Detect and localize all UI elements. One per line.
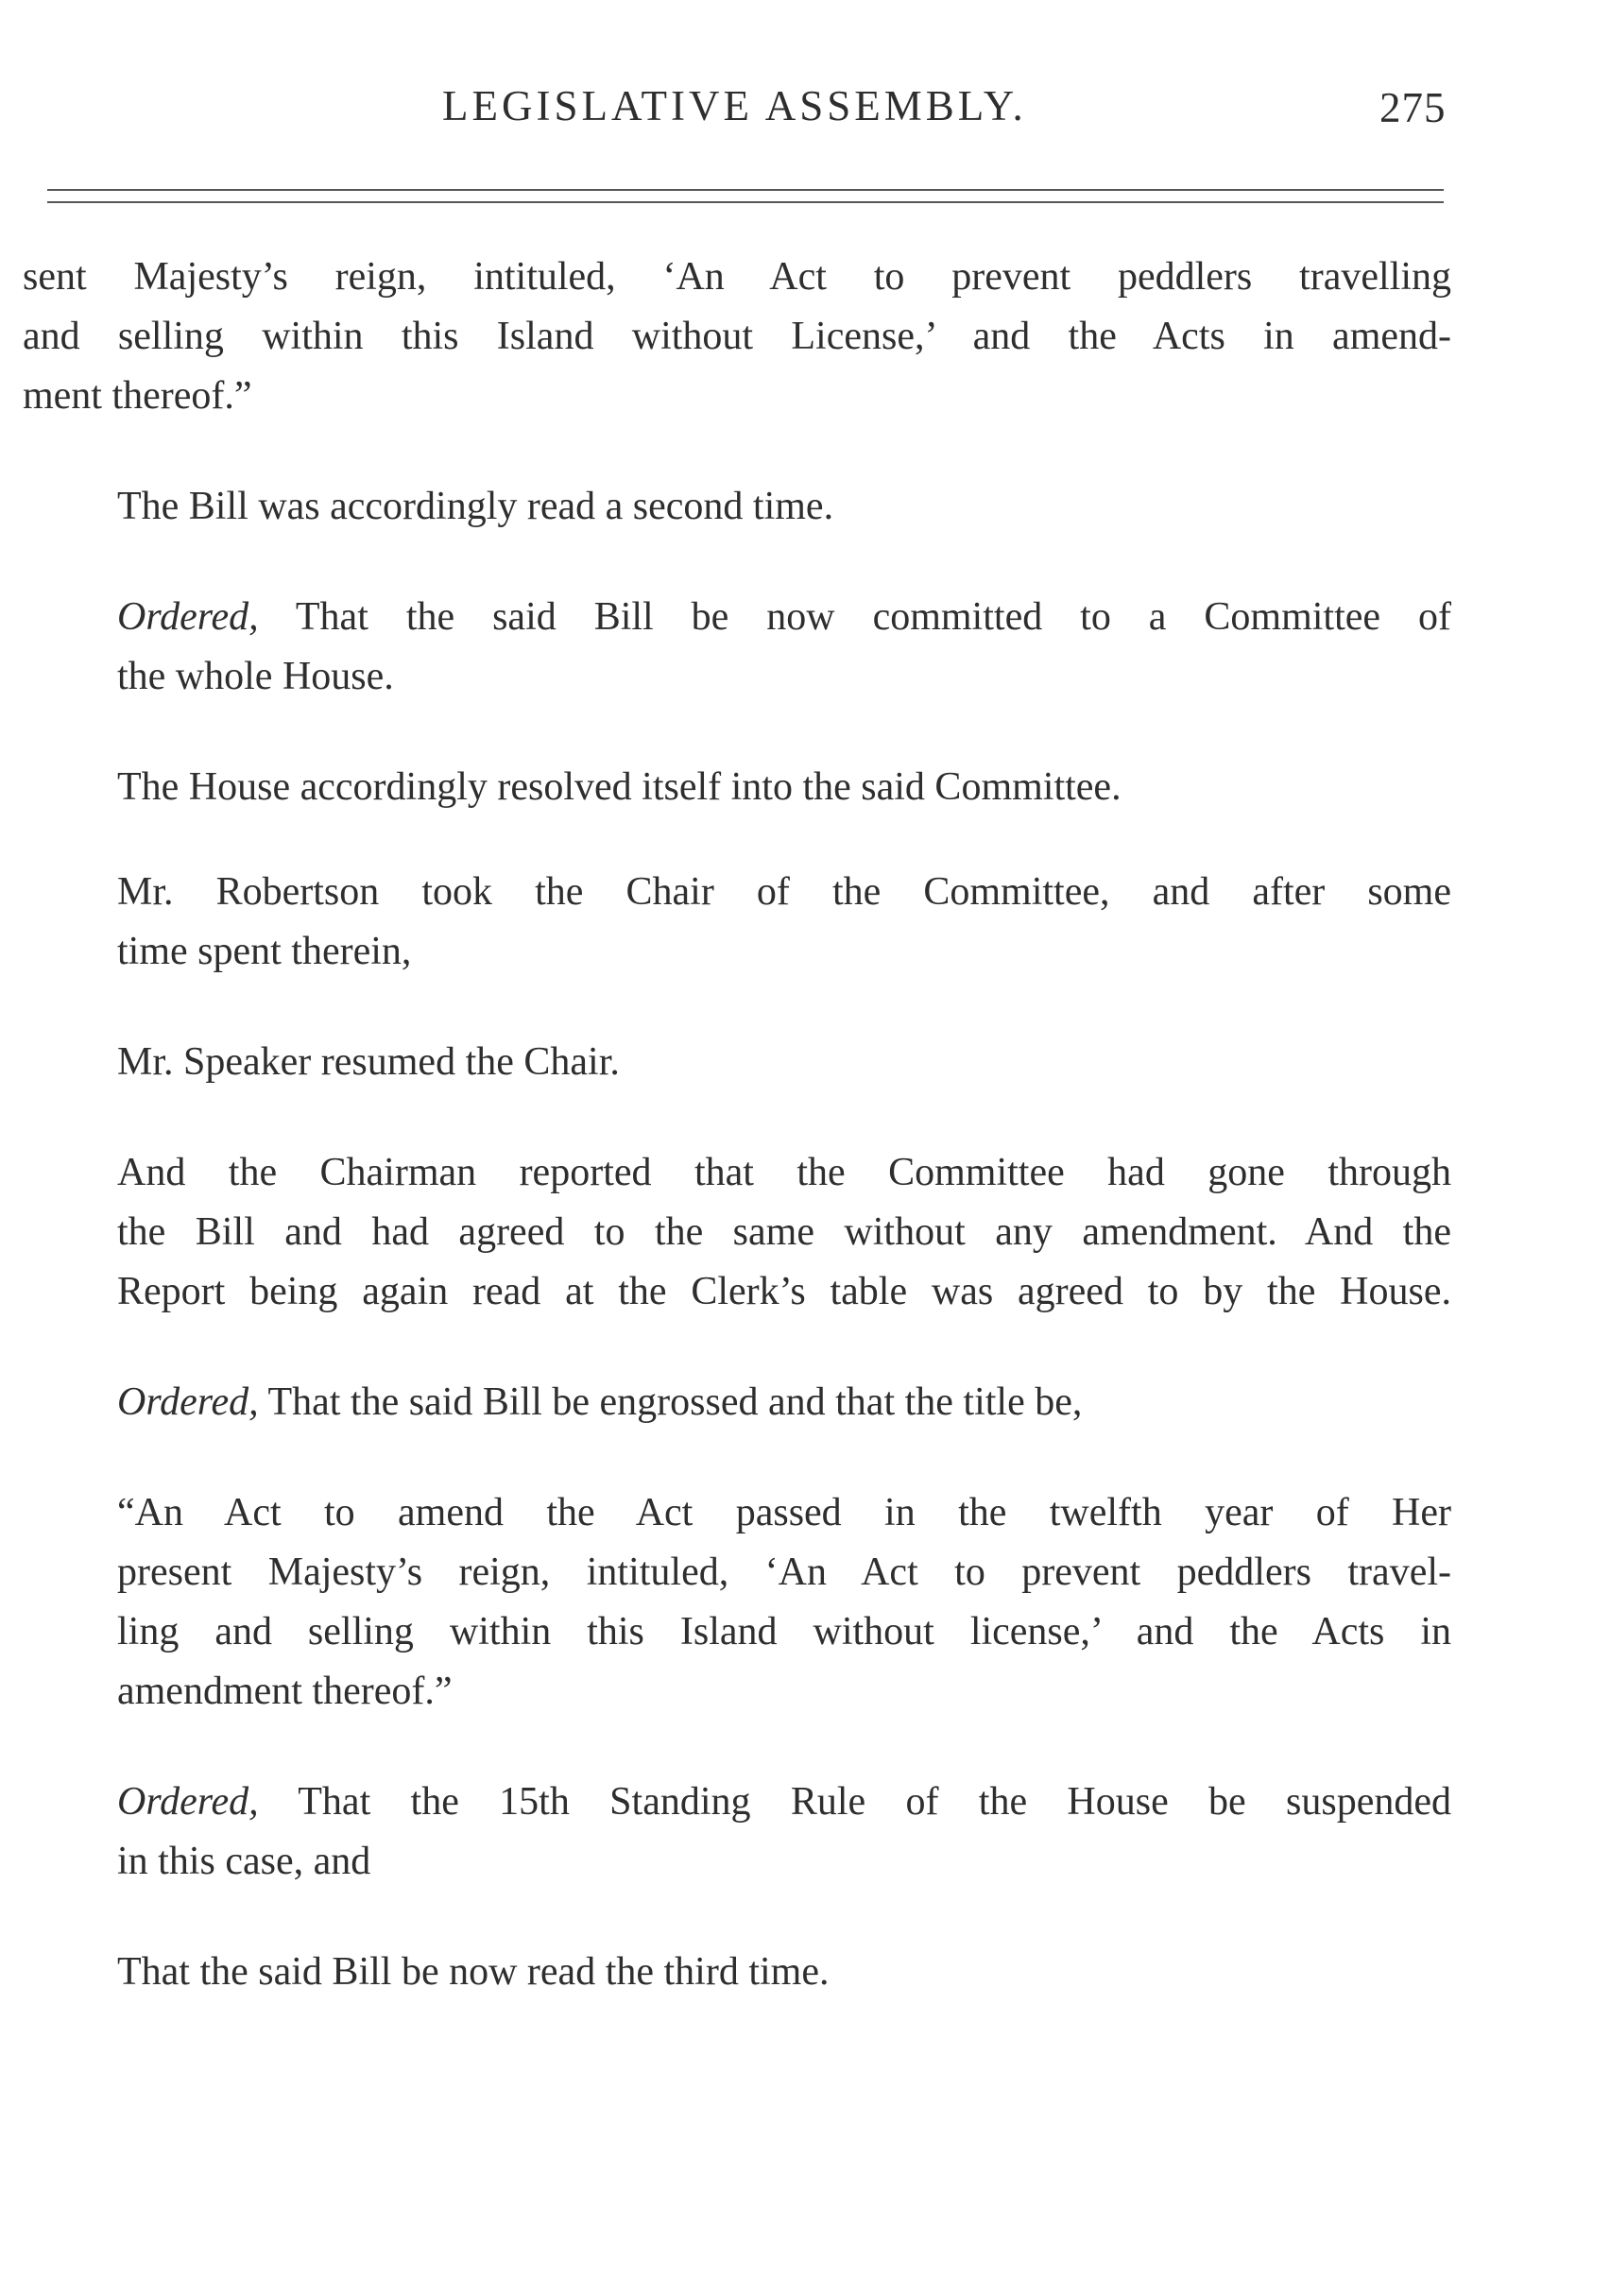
page-number: 275 [1379, 84, 1447, 131]
text-line: The House accordingly resolved itself into the said Committee. [117, 765, 1122, 809]
paragraph-7 [23, 1143, 1451, 1322]
paragraph-3 [23, 588, 1451, 707]
text-line: The Bill was accordingly read a second time. [117, 485, 834, 528]
text-line: amendment thereof.” [117, 1670, 453, 1713]
paragraph-2 [23, 477, 1451, 537]
ordered-lead: Ordered, [117, 1380, 259, 1424]
running-title: LEGISLATIVE ASSEMBLY. [442, 82, 1027, 129]
text-line: Report being again read at the Clerk’s table was agreed to by the House. [117, 1270, 1451, 1313]
text-line [23, 1773, 1451, 1832]
text-line: And the Chairman reported that the Committee had gone through [117, 1151, 1451, 1194]
text-line: That the said Bill be now read the third time. [117, 1950, 830, 1994]
running-head [0, 81, 1610, 138]
paragraph-6 [23, 1033, 1451, 1092]
text-line: and selling within this Island without License,’ and the Acts in amend- [23, 315, 1451, 358]
header-rule-bottom [47, 201, 1444, 203]
text-line: “An Act to amend the Act passed in the twelfth year of Her [117, 1491, 1451, 1534]
text-line: time spent therein, [117, 930, 412, 973]
text-line: sent Majesty’s reign, intituled, ‘An Act to prevent peddlers travelling [23, 255, 1451, 299]
paragraph-11 [23, 1943, 1451, 2002]
paragraph-9 [23, 1483, 1451, 1722]
text-line: present Majesty’s reign, intituled, ‘An Act to prevent peddlers travel- [117, 1551, 1451, 1594]
ordered-lead: Ordered, [117, 595, 259, 639]
text-line-content: That the 15th Standing Rule of the House be suspended [298, 1780, 1451, 1824]
text-line-content: That the said Bill be now committed to a Committee of [295, 595, 1451, 639]
text-line: the Bill and had agreed to the same without any amendment. And the [117, 1210, 1451, 1254]
text-line: ling and selling within this Island without license,’ and the Acts in [117, 1610, 1451, 1653]
paragraph-8 [23, 1373, 1451, 1432]
body-text [23, 248, 1451, 2053]
text-line: in this case, and [117, 1840, 371, 1883]
paragraph-1 [23, 248, 1451, 426]
text-line: Mr. Robertson took the Chair of the Committee, and after some [117, 870, 1451, 914]
paragraph-4 [23, 758, 1451, 817]
text-line: Mr. Speaker resumed the Chair. [117, 1040, 620, 1084]
text-line: the whole House. [117, 655, 394, 698]
ordered-lead: Ordered, [117, 1780, 259, 1824]
text-line [23, 1373, 1451, 1432]
header-rule-top [47, 189, 1444, 191]
paragraph-10 [23, 1773, 1451, 1892]
text-line: ment thereof.” [23, 374, 252, 418]
text-line [23, 588, 1451, 647]
paragraph-5 [23, 863, 1451, 982]
text-line-content: That the said Bill be engrossed and that the title be, [267, 1380, 1083, 1424]
